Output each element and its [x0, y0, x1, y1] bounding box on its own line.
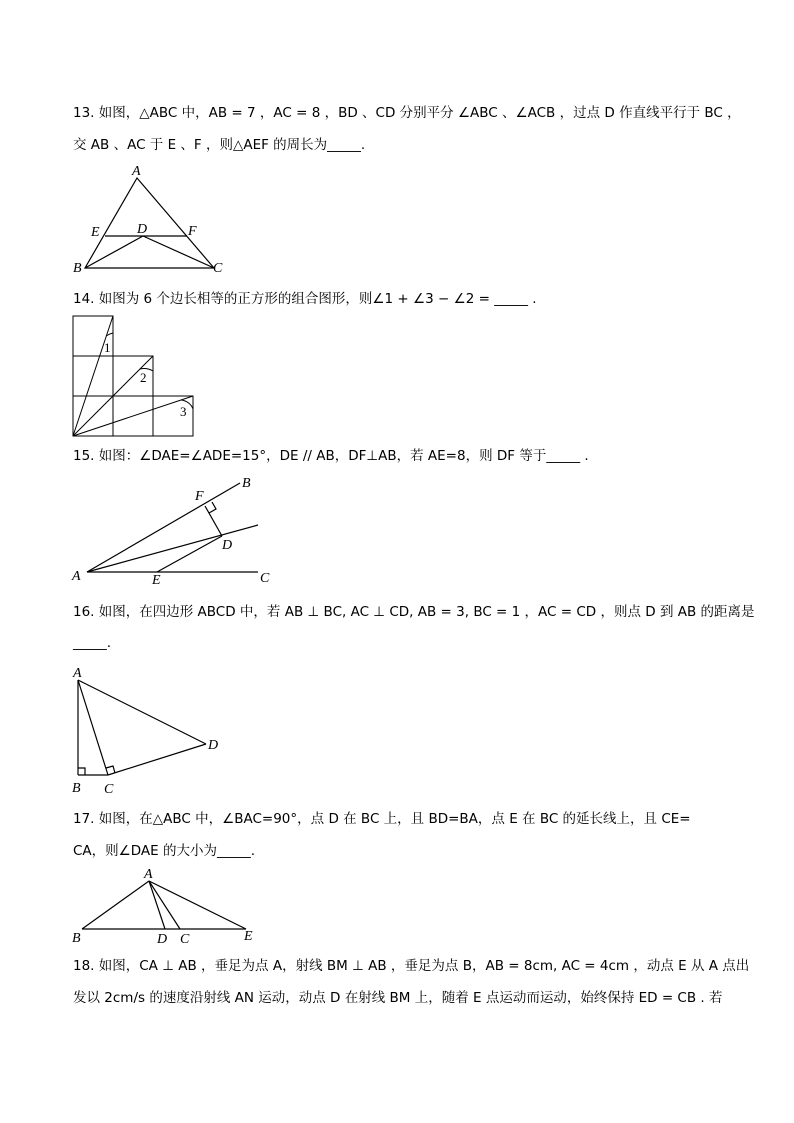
- q14-line-1: 14. 如图为 6 个边长相等的正方形的组合图形，则∠1 + ∠3 − ∠2 = _____ .: [73, 291, 537, 307]
- q16-label-b: B: [72, 781, 81, 796]
- q15-right-angle-mark: [209, 502, 216, 513]
- q15-line-ed: [157, 536, 222, 572]
- q16-line-cd: [108, 744, 206, 775]
- q16-line-ad: [78, 680, 206, 744]
- q13-line-cd: [143, 236, 214, 268]
- q17-line-ab: [82, 881, 149, 929]
- q15-label-a: A: [72, 569, 81, 584]
- q15-label-e: E: [152, 573, 161, 588]
- q15-label-f: F: [195, 489, 204, 504]
- q13-label-b: B: [73, 261, 82, 276]
- q17-label-a: A: [144, 867, 153, 882]
- q16-line-2: _____.: [73, 635, 112, 651]
- q16-label-c: C: [104, 782, 114, 797]
- q17-label-d: D: [157, 932, 168, 946]
- q17-line-1: 17. 如图，在△ABC 中，∠BAC=90°，点 D 在 BC 上，且 BD=BA，点 E 在 BC 的延长线上，且 CE=: [73, 811, 691, 827]
- q14-label-1: 1: [104, 340, 111, 355]
- q15-ray-ad: [87, 525, 258, 572]
- q16-label-a: A: [73, 666, 82, 681]
- q13-line-1: 13. 如图，△ABC 中，AB = 7 ，AC = 8 ，BD 、CD 分别平分 ∠ABC 、∠ACB ，过点 D 作直线平行于 BC ，: [73, 105, 741, 121]
- q15-angle-figure: [68, 470, 278, 588]
- q14-diagonal-3: [73, 396, 193, 436]
- q15-label-d: D: [222, 538, 233, 553]
- q15-label-c: C: [260, 571, 270, 586]
- q13-line-2: 交 AB 、AC 于 E 、F ，则△AEF 的周长为_____.: [73, 137, 366, 153]
- q17-label-c: C: [180, 932, 190, 946]
- q16-quadrilateral-figure: [68, 660, 228, 798]
- q13-label-c: C: [213, 261, 223, 276]
- q17-line-2: CA，则∠DAE 的大小为_____.: [73, 843, 256, 859]
- q13-triangle-figure: [70, 160, 240, 280]
- q16-label-d: D: [208, 738, 219, 753]
- q17-label-b: B: [72, 931, 81, 946]
- q17-label-e: E: [244, 929, 253, 944]
- q18-line-2: 发以 2cm/s 的速度沿射线 AN 运动，动点 D 在射线 BM 上，随着 E 点运动而运动，始终保持 ED = CB . 若: [73, 990, 723, 1006]
- q13-label-e: E: [91, 225, 100, 240]
- q15-line-1: 15. 如图：∠DAE=∠ADE=15°，DE // AB，DF⊥AB，若 AE=8，则 DF 等于_____ .: [73, 448, 589, 464]
- q17-triangle-figure: [68, 862, 268, 946]
- q17-line-ae: [149, 881, 246, 929]
- q14-diagonal-1: [73, 316, 113, 436]
- q16-line-1: 16. 如图，在四边形 ABCD 中，若 AB ⊥ BC, AC ⊥ CD, AB = 3, BC = 1 ，AC = CD ，则点 D 到 AB 的距离是: [73, 604, 755, 620]
- q15-label-b: B: [242, 476, 251, 491]
- q14-label-3: 3: [180, 404, 187, 419]
- q13-triangle-abc: [85, 178, 214, 268]
- q14-label-2: 2: [140, 370, 147, 385]
- q13-label-d: D: [137, 222, 148, 237]
- q18-line-1: 18. 如图，CA ⊥ AB ，垂足为点 A，射线 BM ⊥ AB ，垂足为点 B，AB = 8cm, AC = 4cm ，动点 E 从 A 点出: [73, 958, 750, 974]
- q13-label-a: A: [132, 164, 141, 179]
- q16-right-angle-b: [78, 768, 85, 775]
- q13-label-f: F: [188, 224, 197, 239]
- q14-squares-figure: [68, 312, 198, 442]
- q16-line-ac: [78, 680, 108, 775]
